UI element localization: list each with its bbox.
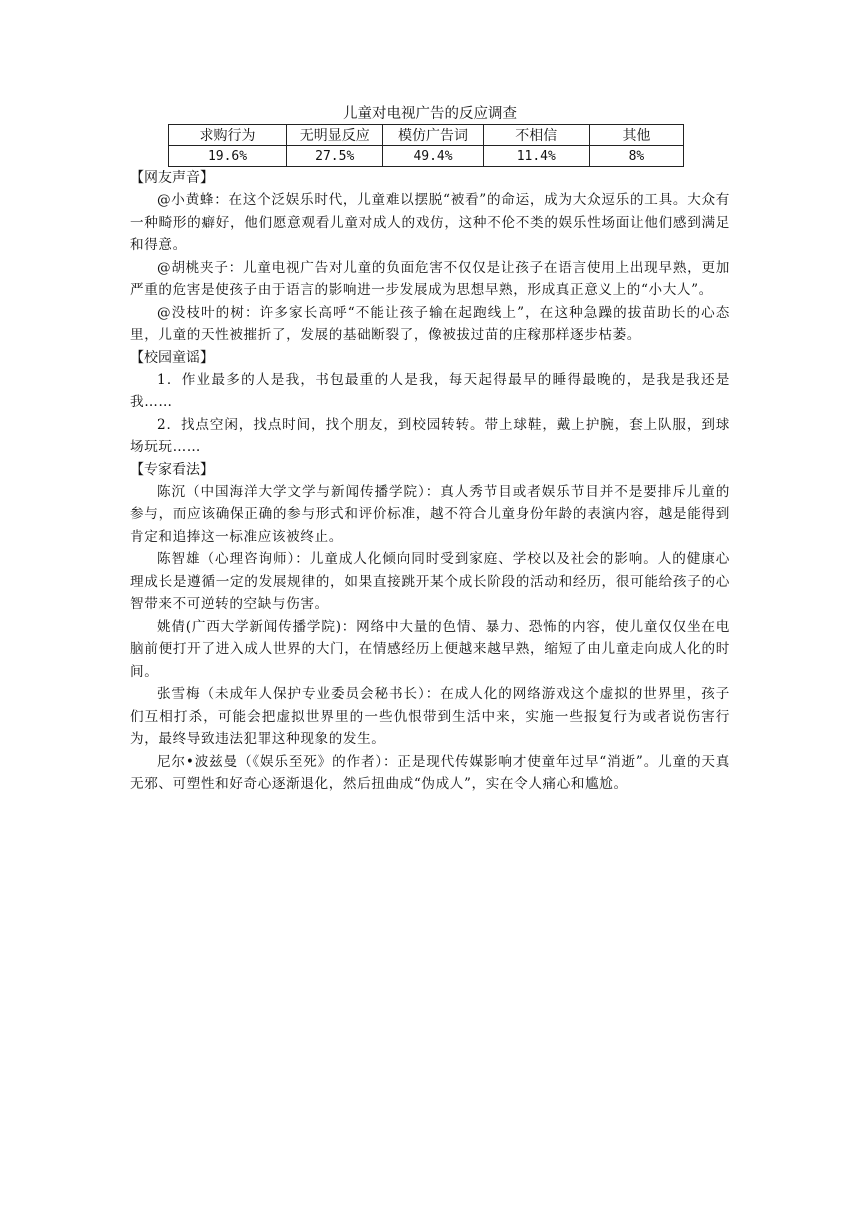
table-value-cell: 27.5% bbox=[287, 146, 383, 167]
paragraph: @小黄蜂：在这个泛娱乐时代，儿童难以摆脱“被看”的命运，成为大众逗乐的工具。大众有一种畸形的癖好，他们愿意观看儿童对成人的戏仿，这种不伦不类的娱乐性场面让他们感到满足和得意。 bbox=[130, 192, 730, 253]
paragraph: 2．找点空闲，找点时间，找个朋友，到校园转转。带上球鞋，戴上护腕，套上队服，到球场玩玩…… bbox=[130, 416, 730, 455]
table-value-cell: 8% bbox=[589, 146, 683, 167]
paragraph: @没枝叶的树：许多家长高呼“不能让孩子输在起跑线上”，在这种急躁的拔苗助长的心态里，儿童的天性被摧折了，发展的基础断裂了，像被拔过苗的庄稼那样逐步枯萎。 bbox=[130, 304, 730, 343]
section-heading: 【专家看法】 bbox=[130, 461, 214, 478]
table-value-row bbox=[169, 146, 684, 167]
table-header-row bbox=[169, 125, 684, 146]
paragraph: 1．作业最多的人是我，书包最重的人是我，每天起得最早的睡得最晚的，是我是我还是我…… bbox=[130, 371, 730, 410]
table-header-cell: 求购行为 bbox=[169, 125, 287, 146]
table-value-cell: 49.4% bbox=[383, 146, 483, 167]
document-page bbox=[130, 104, 730, 796]
section-heading: 【网友声音】 bbox=[130, 170, 214, 186]
paragraph: 陈沉（中国海洋大学文学与新闻传播学院）：真人秀节目或者娱乐节目并不是要排斥儿童的参与，而应该确保正确的参与形式和评价标准，越不符合儿童身份年龄的表演内容，越是能得到肯定和追捧这一标准应该被终止。 bbox=[130, 483, 730, 545]
section-heading: 【校园童谣】 bbox=[130, 349, 214, 366]
table-value-cell: 11.4% bbox=[483, 146, 589, 167]
table-header-cell: 其他 bbox=[589, 125, 683, 146]
table-value-cell: 19.6% bbox=[169, 146, 287, 167]
paragraph: 张雪梅（未成年人保护专业委员会秘书长）：在成人化的网络游戏这个虚拟的世界里，孩子们互相打杀，可能会把虚拟世界里的一些仇恨带到生活中来，实施一些报复行为或者说伤害行为，最终导致违法犯罪这种现象的发生。 bbox=[130, 686, 730, 747]
paragraph: @胡桃夹子：儿童电视广告对儿童的负面危害不仅仅是让孩子在语言使用上出现早熟，更加严重的危害是使孩子由于语言的影响进一步发展成为思想早熟，形成真正意义上的“小大人”。 bbox=[130, 259, 730, 298]
table-header-cell: 无明显反应 bbox=[287, 125, 383, 146]
table-title: 儿童对电视广告的反应调查 bbox=[343, 106, 517, 122]
table-header-cell: 模仿广告词 bbox=[383, 125, 483, 146]
paragraph: 尼尔•波兹曼（《娱乐至死》的作者）：正是现代传媒影响才使童年过早“消逝”。儿童的天真无邪、可塑性和好奇心逐渐退化，然后扭曲成“伪成人”，实在令人痛心和尴尬。 bbox=[130, 753, 730, 792]
table-header-cell: 不相信 bbox=[483, 125, 589, 146]
survey-table bbox=[168, 124, 684, 167]
paragraph: 姚倩(广西大学新闻传播学院)：网络中大量的色情、暴力、恐怖的内容，使儿童仅仅坐在电脑前便打开了进入成人世界的大门，在情感经历上便越来越早熟，缩短了由儿童走向成人化的时间。 bbox=[130, 618, 730, 680]
paragraph: 陈智雄（心理咨询师）：儿童成人化倾向同时受到家庭、学校以及社会的影响。人的健康心理成长是遵循一定的发展规律的，如果直接跳开某个成长阶段的活动和经历，很可能给孩子的心智带来不可逆转的空缺与伤害。 bbox=[130, 551, 730, 612]
